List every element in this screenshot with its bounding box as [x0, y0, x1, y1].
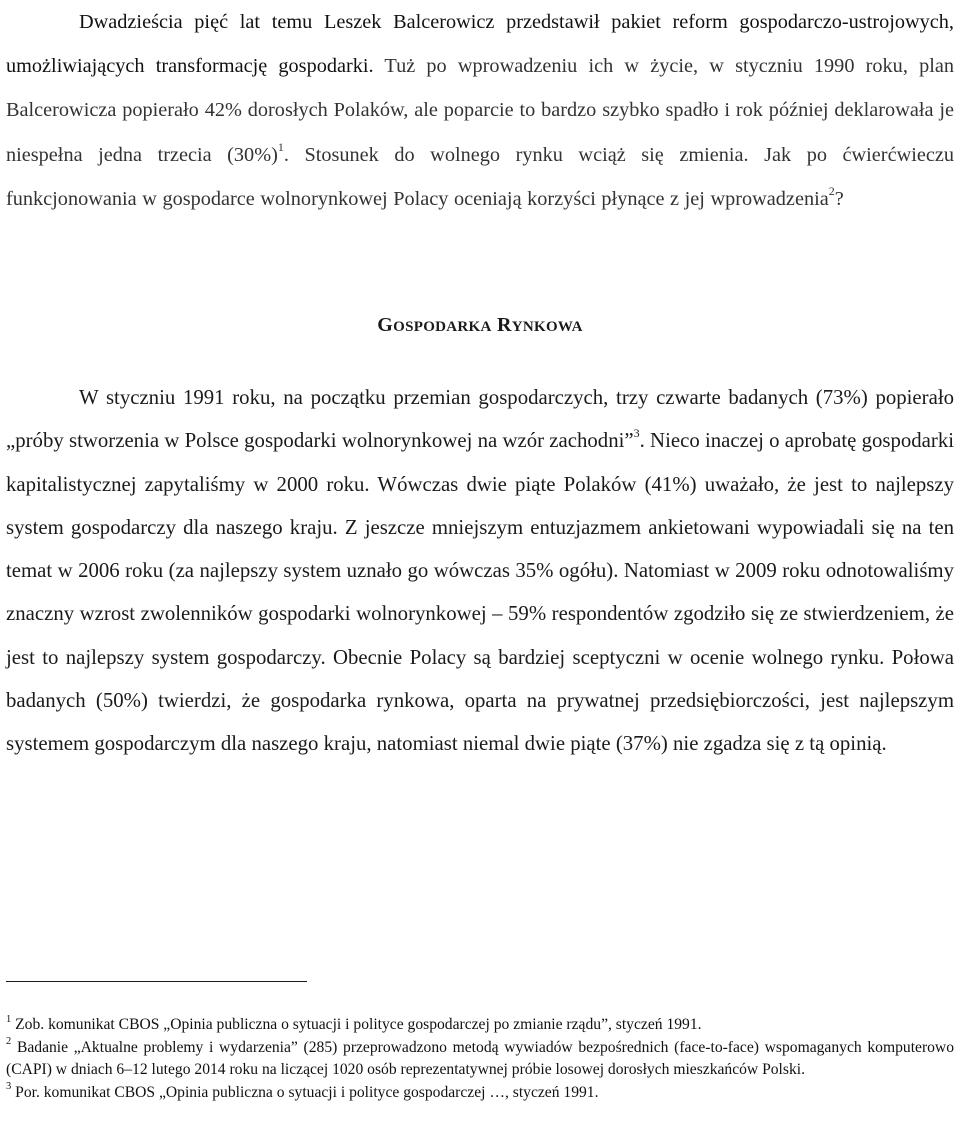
- footnote-text-1: Zob. komunikat CBOS „Opinia publiczna o sytuacji i polityce gospodarczej po zmianie rządu”, styczeń 1991.: [11, 1016, 702, 1033]
- body-text-2: . Nieco inaczej o aprobatę gospodarki kapitalistycznej zapytaliśmy w 2000 roku. Wówczas dwie piąte Polaków (41%) uważało, że jest to najlepszy system gospodarczy dla naszego kraju. Z jeszcze mniejszym entuzjazmem ankietowani wypowiadali się na ten temat w 2006 roku (za najlepszy system uznało go wówczas 35% ogółu). Natomiast w 2009 roku odnotowaliśmy znaczny wzrost zwolenników gospodarki wolnorynkowej – 59% respondentów zgodziło się ze stwierdzeniem, że jest to najlepszy system gospodarczy. Obecnie Polacy są bardziej sceptyczni w ocenie wolnego rynku. Połowa badanych (50%) twierdzi, że gospodarka rynkowa, oparta na prywatnej przedsiębiorczości, jest najlepszym systemem gospodarczym dla naszego kraju, natomiast niemal dwie piąte (37%) nie zgadza się z tą opinią.: [6, 429, 954, 756]
- intro-lead-sentence: Dwadzieścia pięć lat temu Leszek Balcerowicz przedstawił pakiet reform gospodarczo-ustrojowych, umożliwiających transformację gospodarki.: [6, 11, 954, 78]
- footnote-number-1: 1: [6, 1013, 12, 1025]
- section-heading-initial-2: R: [496, 314, 512, 336]
- intro-text-1: Tuż po wprowadzeniu ich w życie, w styczniu 1990 roku, plan Balcerowicza popierało 42% dorosłych Polaków, ale poparcie to bardzo szybko spadło i rok później deklarowała je niespełna jedna trzecia (30%): [6, 55, 954, 166]
- section-heading-rest-2: YNKOWA: [511, 319, 583, 335]
- footnote-ref-2: 2: [828, 184, 835, 199]
- body-paragraph: [6, 376, 954, 766]
- footnotes-section: [6, 1014, 954, 1104]
- section-heading-initial-1: G: [377, 314, 394, 336]
- section-heading: [6, 312, 954, 340]
- footnote-separator: [6, 981, 307, 982]
- footnote-number-2: 2: [6, 1036, 12, 1048]
- footnote-text-3: Por. komunikat CBOS „Opinia publiczna o sytuacji i polityce gospodarczej …, styczeń 1991.: [11, 1083, 599, 1101]
- footnote-2: [6, 1037, 954, 1082]
- intro-text-2: . Stosunek do wolnego rynku wciąż się zmienia. Jak po ćwierćwieczu funkcjonowania w gospodarce wolnorynkowej Polacy oceniają korzyści płynące z jej wprowadzenia: [6, 143, 954, 210]
- footnote-ref-3: 3: [633, 426, 640, 441]
- footnote-number-3: 3: [6, 1081, 12, 1093]
- section-heading-rest-1: OSPODARKA: [393, 319, 492, 335]
- body-text-1: W styczniu 1991 roku, na początku przemian gospodarczych, trzy czwarte badanych (73%) popierało „próby stworzenia w Polsce gospodarki wolnorynkowej na wzór zachodni”: [6, 386, 954, 453]
- intro-text-3: ?: [834, 187, 844, 210]
- footnote-3: [6, 1082, 954, 1105]
- footnote-text-2: Badanie „Aktualne problemy i wydarzenia” (285) przeprowadzono metodą wywiadów bezpośrednich (face-to-face) wspomaganych komputerowo (CAPI) w dniach 6–12 lutego 2014 roku na liczącej 1020 osób reprezentatywnej próbie losowej dorosłych mieszkańców Polski.: [6, 1038, 954, 1078]
- intro-paragraph: [6, 0, 954, 221]
- document-page: [6, 0, 954, 1101]
- footnote-1: [6, 1014, 954, 1037]
- footnote-ref-1: 1: [277, 139, 284, 154]
